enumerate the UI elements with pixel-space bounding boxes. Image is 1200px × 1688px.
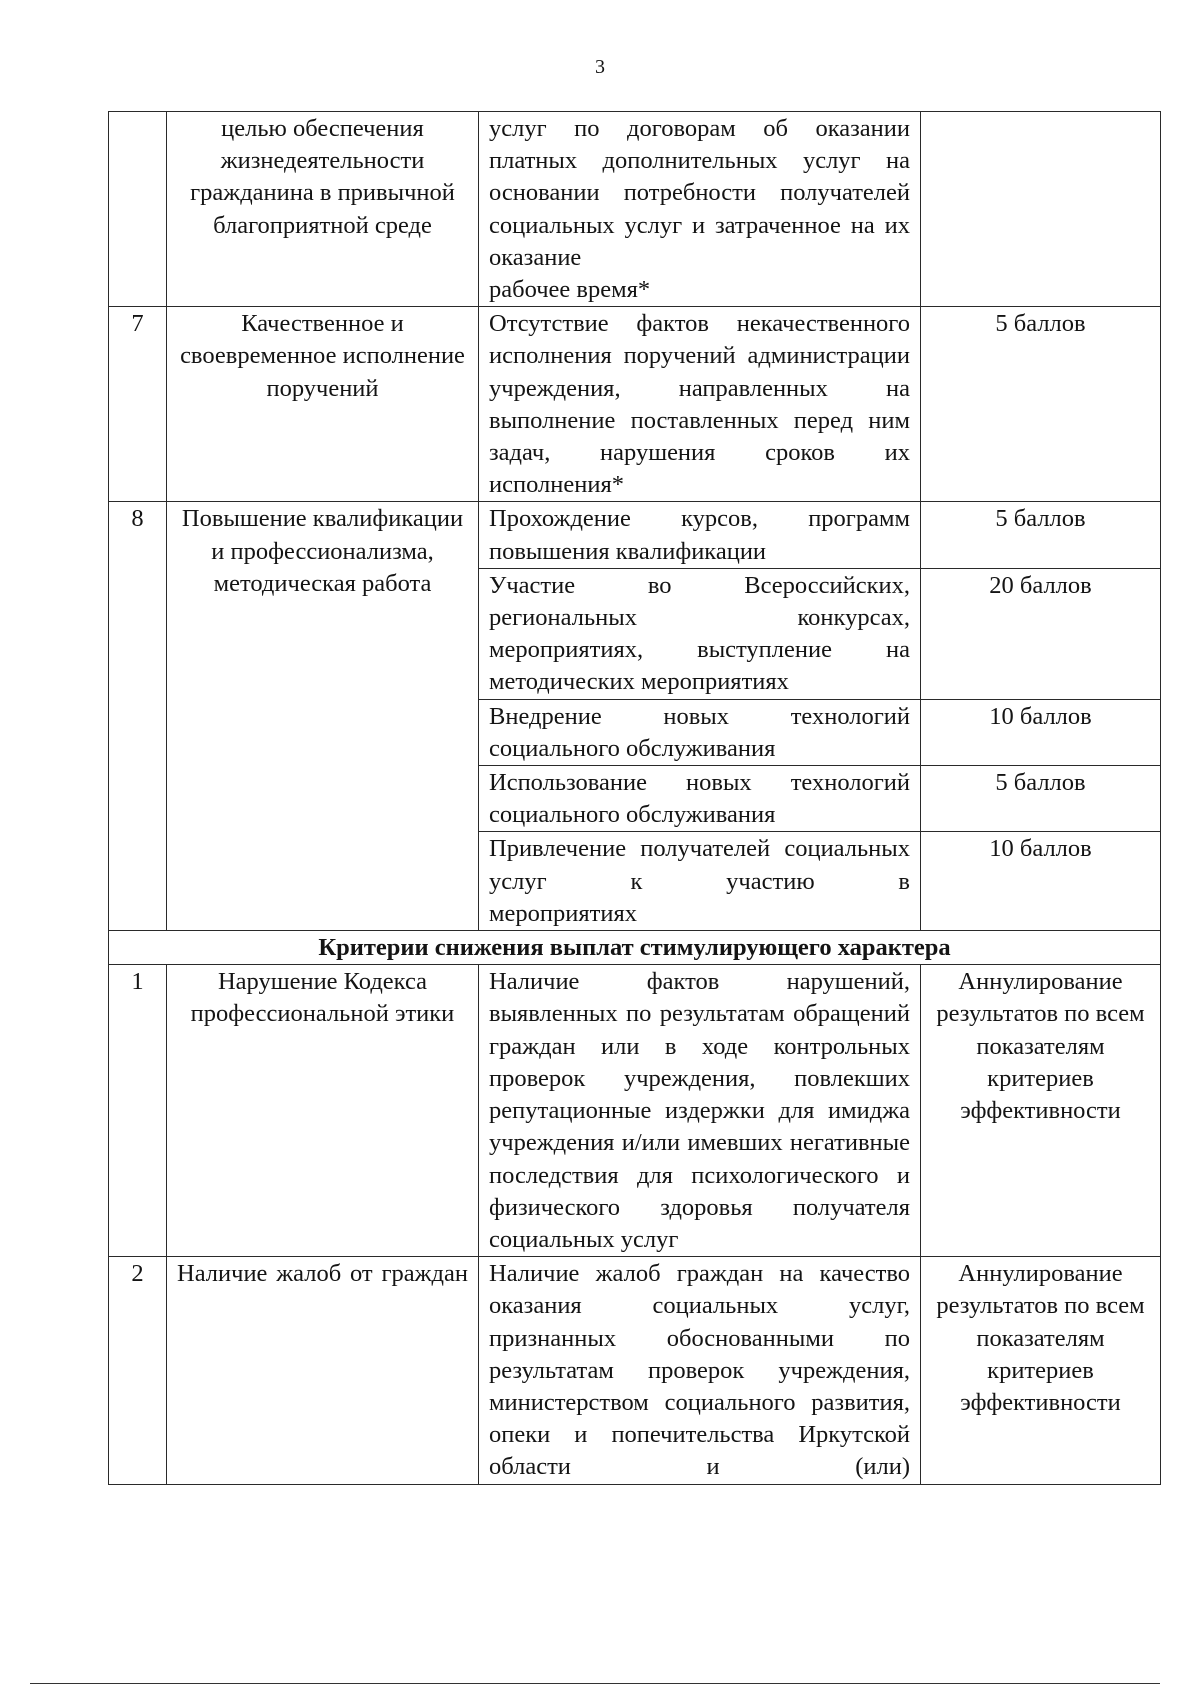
indicator-text-end: мероприятиях	[489, 899, 637, 927]
indicator-text: Участие во Всероссийских, региональных конкурсах, мероприятиях, выступление на	[489, 571, 910, 664]
score-value: Аннулирование результатов по всем показателям критериев эффективности	[921, 965, 1161, 1257]
indicator-description	[479, 568, 921, 699]
indicator-text: Привлечение получателей социальных услуг к участию в	[489, 835, 910, 895]
score-value: Аннулирование результатов по всем показателям критериев эффективности	[921, 1257, 1161, 1484]
score-value	[921, 112, 1161, 307]
indicator-text-end: социальных услуг	[489, 1225, 679, 1253]
score-value: 20 баллов	[921, 568, 1161, 699]
section-header-row	[109, 931, 1161, 965]
indicator-description: Наличие жалоб граждан на качество оказания социальных услуг, признанных обоснованными по результатам проверок учреждения, министерством социального развития, опеки и попечительства Иркутской области и (или)	[479, 1257, 921, 1484]
score-value: 5 баллов	[921, 766, 1161, 832]
criteria-table	[108, 111, 1161, 1485]
indicator-text-end: рабочее время*	[489, 276, 651, 304]
score-value: 10 баллов	[921, 699, 1161, 765]
indicator-text-end: исполнения*	[489, 471, 624, 499]
row-number	[109, 112, 167, 307]
table-row	[109, 307, 1161, 502]
indicator-text: Наличие фактов нарушений, выявленных по результатам обращений граждан или в ходе контрольных проверок учреждения, повлекших репутационные издержки для имиджа учреждения и/или имевших негативные последствия для психологического и физического здоровья получателя	[489, 968, 910, 1221]
indicator-text: Использование новых технологий	[489, 769, 910, 797]
criterion-name: Повышение квалификации и профессионализма, методическая работа	[167, 502, 479, 931]
table-row	[109, 112, 1161, 307]
score-value: 10 баллов	[921, 832, 1161, 931]
indicator-description	[479, 307, 921, 502]
table-row	[109, 1257, 1161, 1484]
indicator-text: услуг по договорам об оказании платных дополнительных услуг на основании потребности получателей социальных услуг и затраченное на их оказание	[489, 115, 910, 271]
row-number: 7	[109, 307, 167, 502]
indicator-description	[479, 112, 921, 307]
score-value: 5 баллов	[921, 502, 1161, 568]
score-value: 5 баллов	[921, 307, 1161, 502]
indicator-description	[479, 965, 921, 1257]
indicator-text-end: методических мероприятиях	[489, 668, 789, 696]
indicator-text-end: социального обслуживания	[489, 734, 776, 762]
table-row	[109, 502, 1161, 568]
indicator-text-end: повышения квалификации	[489, 537, 767, 565]
criterion-name: Качественное и своевременное исполнение поручений	[167, 307, 479, 502]
row-number: 1	[109, 965, 167, 1257]
criterion-name: Наличие жалоб от граждан	[167, 1257, 479, 1484]
criterion-name: Нарушение Кодекса профессиональной этики	[167, 965, 479, 1257]
page-bottom-rule	[30, 1683, 1160, 1684]
indicator-description	[479, 502, 921, 568]
criterion-name: целью обеспечения жизнедеятельности гражданина в привычной благоприятной среде	[167, 112, 479, 307]
section-title: Критерии снижения выплат стимулирующего характера	[109, 931, 1161, 965]
indicator-text: Отсутствие фактов некачественного исполнения поручений администрации учреждения, направленных на выполнение поставленных перед ним задач, нарушения сроков их	[489, 310, 910, 467]
indicator-text: Прохождение курсов, программ	[489, 505, 910, 533]
indicator-description	[479, 766, 921, 832]
indicator-text-end: социального обслуживания	[489, 801, 776, 829]
row-number: 2	[109, 1257, 167, 1484]
indicator-text: Внедрение новых технологий	[489, 702, 910, 730]
indicator-description	[479, 699, 921, 765]
table-row	[109, 965, 1161, 1257]
row-number: 8	[109, 502, 167, 931]
page-number: 3	[595, 56, 605, 78]
indicator-description	[479, 832, 921, 931]
